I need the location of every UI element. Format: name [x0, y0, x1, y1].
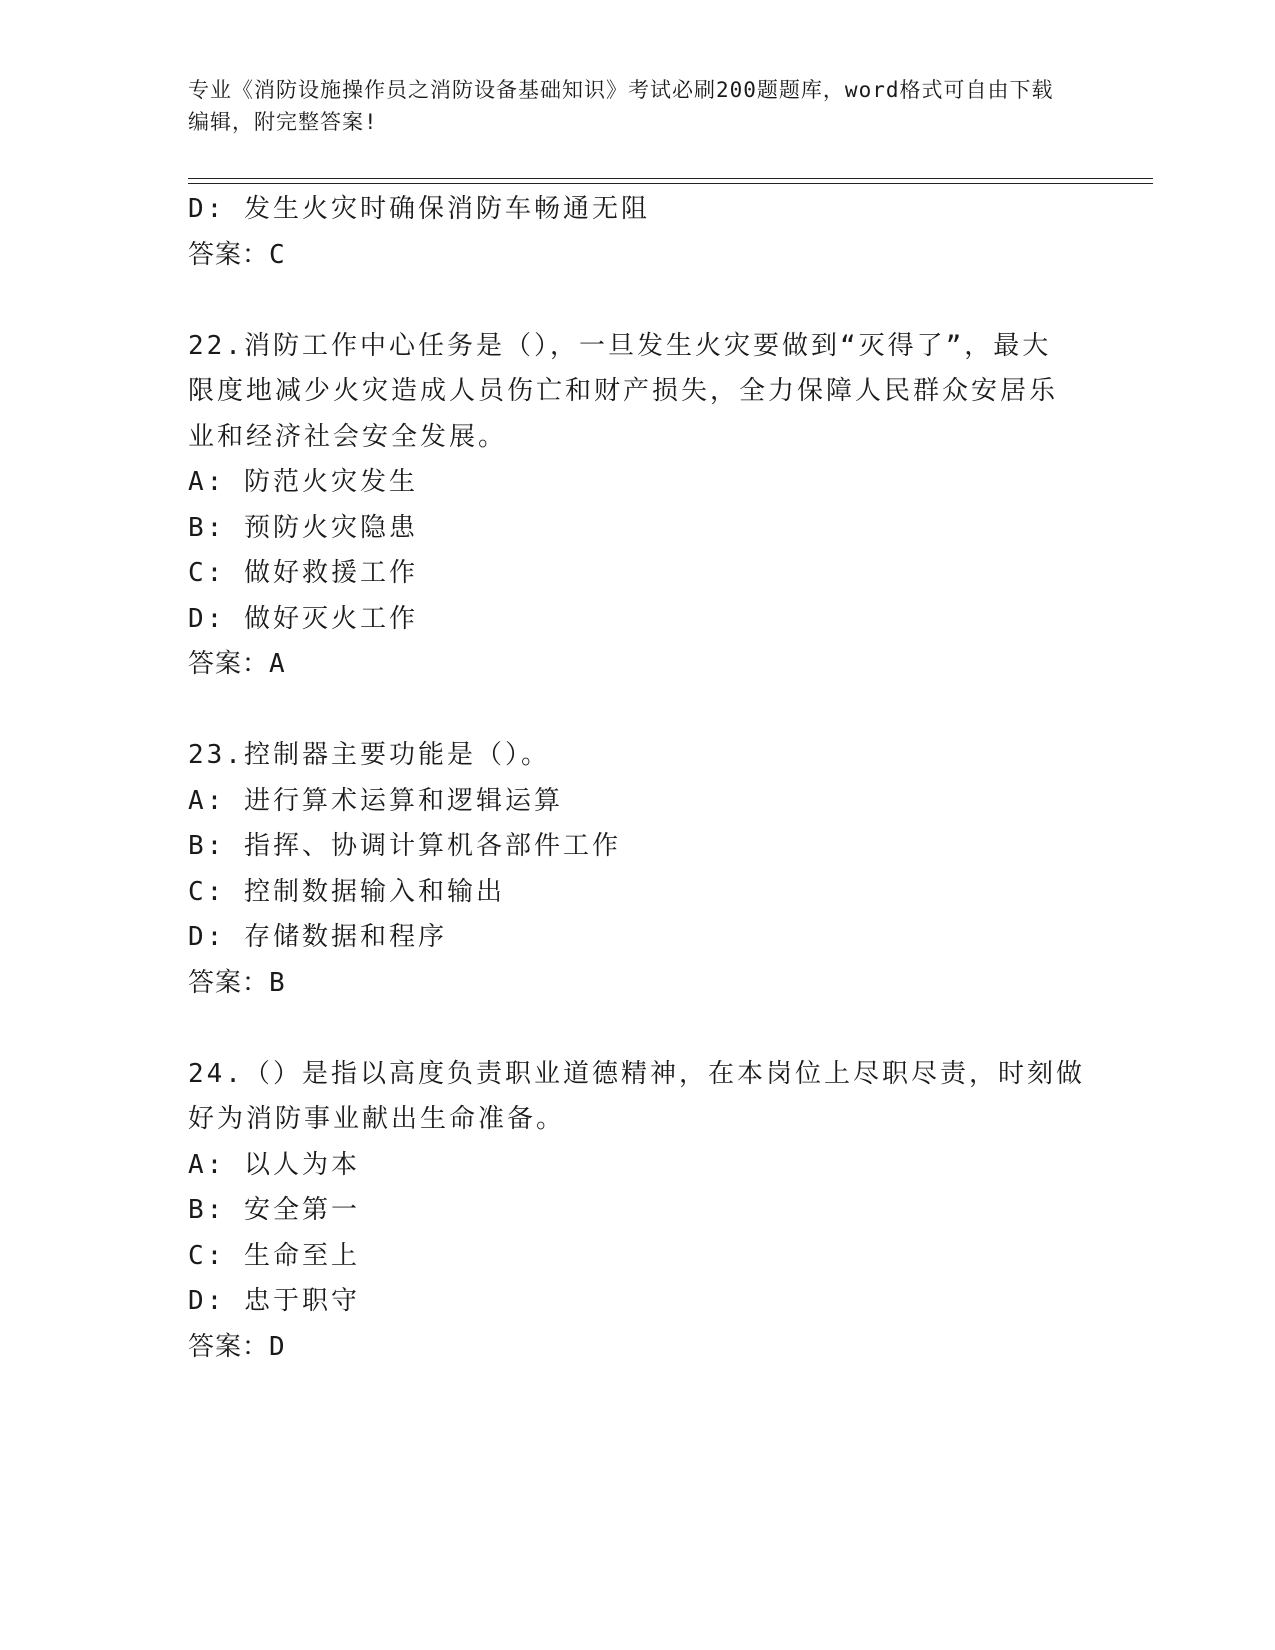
- option-a: A: 进行算术运算和逻辑运算: [188, 785, 563, 816]
- option-c: C: 控制数据输入和输出: [188, 876, 505, 907]
- option-d: D: 存储数据和程序: [188, 922, 447, 952]
- option-a: A: 以人为本: [188, 1149, 360, 1180]
- header-rule-bottom: [188, 183, 1153, 184]
- spacer: [188, 1006, 1088, 1052]
- option-b: B: 预防火灾隐患: [188, 512, 418, 543]
- option-c: C: 生命至上: [188, 1240, 360, 1271]
- option-d: D: 发生火灾时确保消防车畅通无阻: [188, 194, 650, 224]
- question-23: [188, 733, 1088, 1006]
- question-stem-line: 限度地减少火灾造成人员伤亡和财产损失，全力保障人民群众安居乐: [188, 376, 1059, 406]
- answer-line: 答案：C: [188, 239, 286, 270]
- document-header: [188, 74, 1068, 138]
- question-content: [188, 187, 1088, 1370]
- option-b: B: 指挥、协调计算机各部件工作: [188, 831, 621, 861]
- answer-line: 答案：A: [188, 649, 286, 679]
- option-a: A: 防范火灾发生: [188, 467, 418, 497]
- question-stem-line: 好为消防事业献出生命准备。: [188, 1104, 566, 1134]
- question-22: [188, 324, 1088, 688]
- spacer: [188, 278, 1088, 324]
- question-stem-line: 业和经济社会安全发展。: [188, 421, 508, 452]
- header-rule-top: [188, 178, 1153, 179]
- question-stem-line: 24.（）是指以高度负责职业道德精神，在本岗位上尽职尽责，时刻做: [188, 1058, 1085, 1089]
- option-d: D: 忠于职守: [188, 1286, 360, 1316]
- option-c: C: 做好救援工作: [188, 558, 418, 588]
- answer-line: 答案：D: [188, 1331, 286, 1362]
- option-b: B: 安全第一: [188, 1195, 360, 1225]
- answer-line: 答案：B: [188, 967, 286, 998]
- option-d: D: 做好灭火工作: [188, 603, 418, 634]
- question-24: [188, 1052, 1088, 1371]
- header-text: 专业《消防设施操作员之消防设备基础知识》考试必刷200题题库，word格式可自由下载编辑，附完整答案!: [188, 78, 1054, 134]
- question-stem-line: 23.控制器主要功能是（）。: [188, 740, 550, 770]
- spacer: [188, 688, 1088, 734]
- question-stem-line: 22.消防工作中心任务是（），一旦发生火灾要做到“灭得了”，最大: [188, 330, 1052, 361]
